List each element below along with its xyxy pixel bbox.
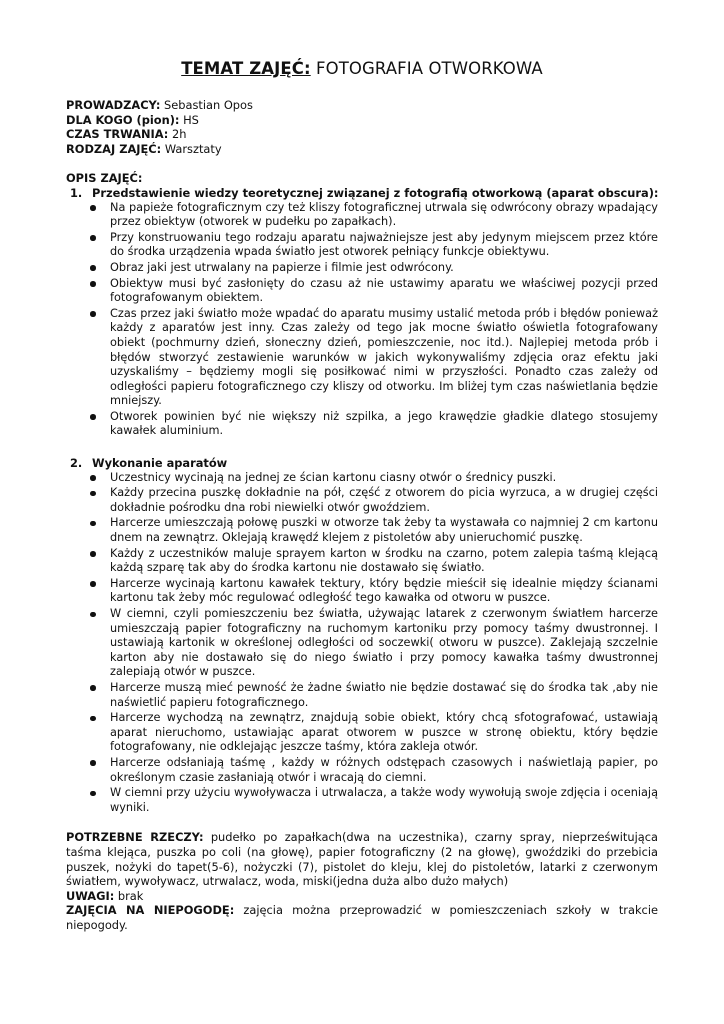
section-number: 2. [70,456,83,471]
meta-row-dla-kogo [66,113,658,128]
uwagi [66,889,658,904]
list-item-text: W ciemni, czyli pomieszczeniu bez światła, używając latarek z czerwonym światłem harcerze umieszczają papier fotograficzny na ruchomym kartoniku przy pomocy taśmy dwustronnej. I ustawiają kartonik w określonej odległości od soczewki( otworu w puszce). Zaklejają szczelnie karton aby nie dostawało się do niego światło i przy pomocy kawałka taśmy dwustronnej zalepiają otwór w puszce. [110,607,658,679]
bullet-icon [90,521,96,527]
bullet-icon [90,551,96,557]
meta-label: PROWADZACY: [66,98,161,112]
footer-block [66,830,658,932]
list-item [66,201,658,230]
meta-value: HS [183,112,199,127]
bullet-icon [90,685,96,691]
niepogoda-label: ZAJĘCIA NA NIEPOGODĘ: [66,903,235,918]
bullet-icon [90,205,96,211]
bullet-icon [90,760,96,766]
spacer [66,440,658,456]
meta-row-prowadzacy [66,98,658,113]
bullet-icon [90,581,96,587]
opis-heading: OPIS ZAJĘĆ: [66,171,143,186]
page-title [66,58,658,80]
niepogoda-value: zajęcia można przeprowadzić w pomieszczeniach szkoły w trakcie niepogody. [66,903,658,932]
section-number: 1. [70,185,83,200]
bullet-icon [90,475,96,481]
bullet-icon [90,491,96,497]
list-item [66,547,658,576]
meta-row-rodzaj-zajec [66,142,658,157]
list-item-text: Harcerze odsłaniają taśmę , każdy w różnych odstępach czasowych i naświetlają papier, po określonym czasie zasłaniają otwór i wracają do ciemni. [110,755,658,784]
list-item-text: Harcerze wychodzą na zewnątrz, znajdują sobie obiekt, który chcą sfotografować, ustawiają aparat nieruchomo, ustawiając aparat otworem w puszce w stronę obiektu, który będzie fotografowany, nie odklejając jeszcze taśmy, która zakleja otwór. [110,711,658,754]
bullet-icon [90,414,96,420]
bullet-icon [90,281,96,287]
list-item [66,410,658,439]
bullet-icon [90,265,96,271]
bullet-icon [90,311,96,317]
list-item [66,261,658,276]
meta-label: RODZAJ ZAJĘĆ: [66,141,162,156]
document-page [66,58,658,932]
list-item-text: Każdy przecina puszkę dokładnie na pół, część z otworem do picia wyrzuca, a w drugiej części dokładnie pośrodku dna robi niewielki otwór gwoździem. [110,486,658,514]
list-item [66,307,658,409]
list-item-text: Obiektyw musi być zasłonięty do czasu aż nie ustawimy aparatu we właściwej pozycji przed fotografowanym obiektem. [110,276,658,305]
list-item [66,607,658,680]
meta-row-czas-trwania [66,127,658,142]
list-item [66,756,658,785]
list-item [66,277,658,306]
list-item-text: Obraz jaki jest utrwalany na papierze i filmie jest odwrócony. [110,260,454,274]
section-2-heading [66,456,658,471]
list-item-text: Uczestnicy wycinają na jednej ze ścian kartonu ciasny otwór o średnicy puszki. [110,470,557,484]
list-item-text: Przy konstruowaniu tego rodzaju aparatu najważniejsze jest aby jedynym miejscem przez które do środka urządzenia wpada światło jest otworek pełniący funkcje obiektywu. [110,230,658,259]
list-item [66,486,658,515]
potrzebne-value: pudełko po zapałkach(dwa na uczestnika), czarny spray, nieprześwitująca taśma klejąca, puszka po coli (na głowę), papier fotograficzny (2 na głowę), gwoździki do przebicia puszek, nożyki do tapet(5-6), nożyczki (7), pistolet do kleju, klej do pistoletów, latarki z czerwonym światłem, wywoływacz, utrwalacz, woda, miski(jedna duża albo dużo małych) [66,830,658,889]
list-item [66,681,658,710]
list-item-text: Harcerze wycinają kartonu kawałek tektury, który będzie mieścił się idealnie między ścianami kartonu tak żeby móc regulować odległość tego kawałka od otworu w puszce. [110,576,658,605]
uwagi-label: UWAGI: [66,888,115,903]
list-item [66,231,658,260]
title-value: FOTOGRAFIA OTWORKOWA [316,59,543,78]
bullet-icon [90,716,96,722]
list-item-text: W ciemni przy użyciu wywoływacza i utrwalacza, a także wody wywołują swoje zdjęcia i oceniają wyniki. [110,786,658,814]
meta-label: CZAS TRWANIA: [66,127,169,142]
meta-value: Sebastian Opos [164,98,253,112]
list-item-text: Harcerze umieszczają połowę puszki w otworze tak żeby ta wystawała co najmniej 2 cm kartonu dnem na zewnątrz. Oklejają krawędź klejem z pistoletów aby unieruchomić puszkę. [110,516,658,545]
list-item [66,711,658,755]
list-item [66,471,658,486]
list-item-text: Otworek powinien być nie większy niż szpilka, a jego krawędzie gładkie dlatego stosujemy kawałek aluminium. [110,409,658,438]
bullet-icon [90,612,96,618]
section-1-list [66,201,658,440]
bullet-icon [90,791,96,797]
section-1-heading [66,186,658,201]
list-item-text: Harcerze muszą mieć pewność że żadne światło nie będzie dostawać się do środka tak ,aby nie naświetlić papieru fotograficznego. [110,680,658,709]
list-item [66,786,658,815]
list-item [66,516,658,545]
meta-block [66,98,658,156]
bullet-icon [90,235,96,241]
meta-value: Warsztaty [164,141,222,156]
list-item-text: Czas przez jaki światło może wpadać do aparatu musimy ustalić metoda prób i błędów ponieważ każdy z aparatów jest inny. Czas zależy od tego jak mocne światło oświetla fotografowany obiekt (pochmurny dzień, słoneczny dzień, pomieszczenie, noc itd.). Najlepiej metoda prób i błędów stworzyć zestawienie warunków w jakich wykonywaliśmy zdjęcia oraz efektu jaki uzyskaliśmy – będziemy mogli się posiłkować nimi w przyszłości. Ponadto czas zależy od odległości papieru fotograficznego czy kliszy od otworku. Im bliżej tym czas naświetlania będzie mniejszy. [110,306,658,408]
section-title: Przedstawienie wiedzy teoretycznej związanej z fotografią otworkową (aparat obscura): [92,185,659,200]
potrzebne-rzeczy [66,830,658,888]
meta-value: 2h [172,127,187,142]
section-title: Wykonanie aparatów [92,456,228,471]
list-item-text: Na papieże fotograficznym czy też kliszy fotograficznej utrwala się odwrócony obrazy wpadający przez obiektyw (otworek w pudełku po zapałkach). [110,200,658,229]
list-item-text: Każdy z uczestników maluje sprayem karton w środku na czarno, potem zalepia taśmą klejącą każdą szparę tak aby do środka kartonu nie dostawało się światło. [110,546,658,575]
list-item [66,577,658,606]
title-label: TEMAT ZAJĘĆ: [181,59,311,78]
potrzebne-label: POTRZEBNE RZECZY: [66,830,204,845]
meta-label: DLA KOGO (pion): [66,112,180,127]
section-2-list [66,471,658,816]
uwagi-value: brak [117,888,144,903]
zajecia-na-niepogode [66,903,658,932]
